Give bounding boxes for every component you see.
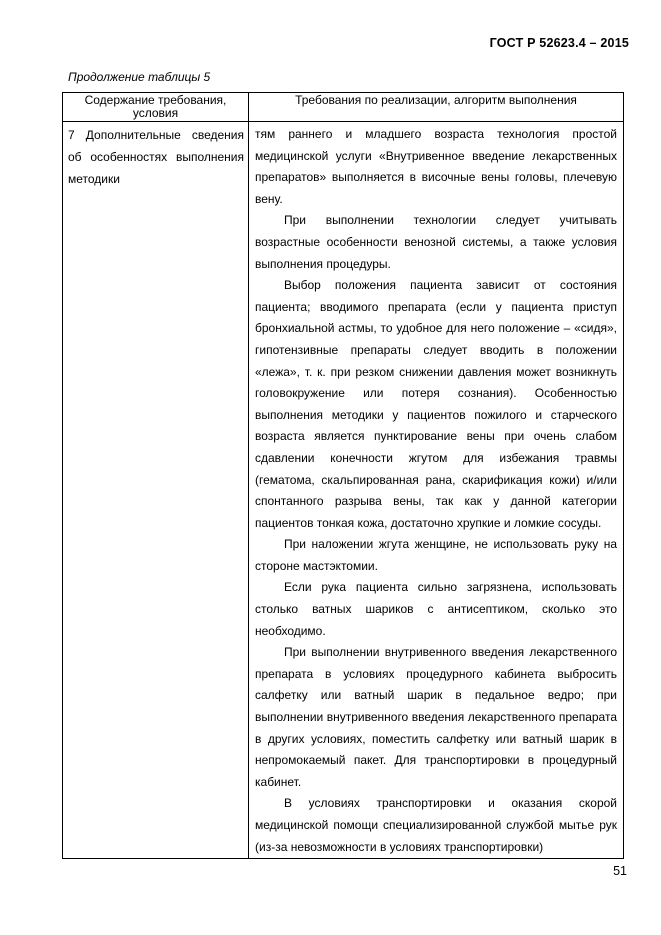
paragraph: Если рука пациента сильно загрязнена, использовать столько ватных шариков с антисептиком, сколько это необходимо. bbox=[255, 580, 617, 638]
implementation-cell bbox=[249, 122, 624, 859]
column-header-requirement: Содержание требования, условия bbox=[63, 93, 249, 122]
table-row bbox=[63, 122, 624, 859]
page-number: 51 bbox=[613, 864, 627, 878]
paragraph: Выбор положения пациента зависит от состояния пациента; вводимого препарата (если у пациента приступ бронхиальной астмы, то удобное для него положение – «сидя», гипотензивные препараты следует вводить в положении «лежа», т. к. при резком снижении давления может возникнуть головокружение или потеря сознания). Особенностью выполнения методики у пациентов пожилого и старческого возраста является пунктирование вены при очень слабом сдавлении конечности жгутом для избежания травмы (гематома, скальпированная рана, скарификация кожи) и/или спонтанного разрыва вены, так как у данной категории пациентов тонкая кожа, достаточно хрупкие и ломкие сосуды. bbox=[255, 278, 617, 530]
paragraph: тям раннего и младшего возраста технология простой медицинской услуги «Внутривенное введение лекарственных препаратов» выполняется в височные вены головы, плечевую вену. bbox=[255, 127, 617, 206]
paragraph: При выполнении внутривенного введения лекарственного препарата в условиях процедурного кабинета выбросить салфетку или ватный шарик в педальное ведро; при выполнении внутривенного введения лекарственного препарата в других условиях, поместить салфетку или ватный шарик в непромокаемый пакет. Для транспортировки в процедурный кабинет. bbox=[255, 645, 617, 789]
paragraph: При наложении жгута женщине, не использовать руку на стороне мастэктомии. bbox=[255, 537, 617, 573]
paragraph: В условиях транспортировки и оказания скорой медицинской помощи специализированной службой мытье рук (из-за невозможности в условиях транспортировки) bbox=[255, 796, 617, 854]
table-header-row bbox=[63, 93, 624, 122]
requirements-table bbox=[62, 92, 624, 859]
requirement-cell: 7 Дополнительные сведения об особенностях выполнения методики bbox=[63, 122, 249, 859]
paragraph: При выполнении технологии следует учитывать возрастные особенности венозной системы, а также условия выполнения процедуры. bbox=[255, 213, 617, 271]
document-id: ГОСТ Р 52623.4 – 2015 bbox=[489, 36, 629, 50]
column-header-implementation: Требования по реализации, алгоритм выполнения bbox=[249, 93, 624, 122]
table-continuation-caption: Продолжение таблицы 5 bbox=[68, 70, 211, 84]
